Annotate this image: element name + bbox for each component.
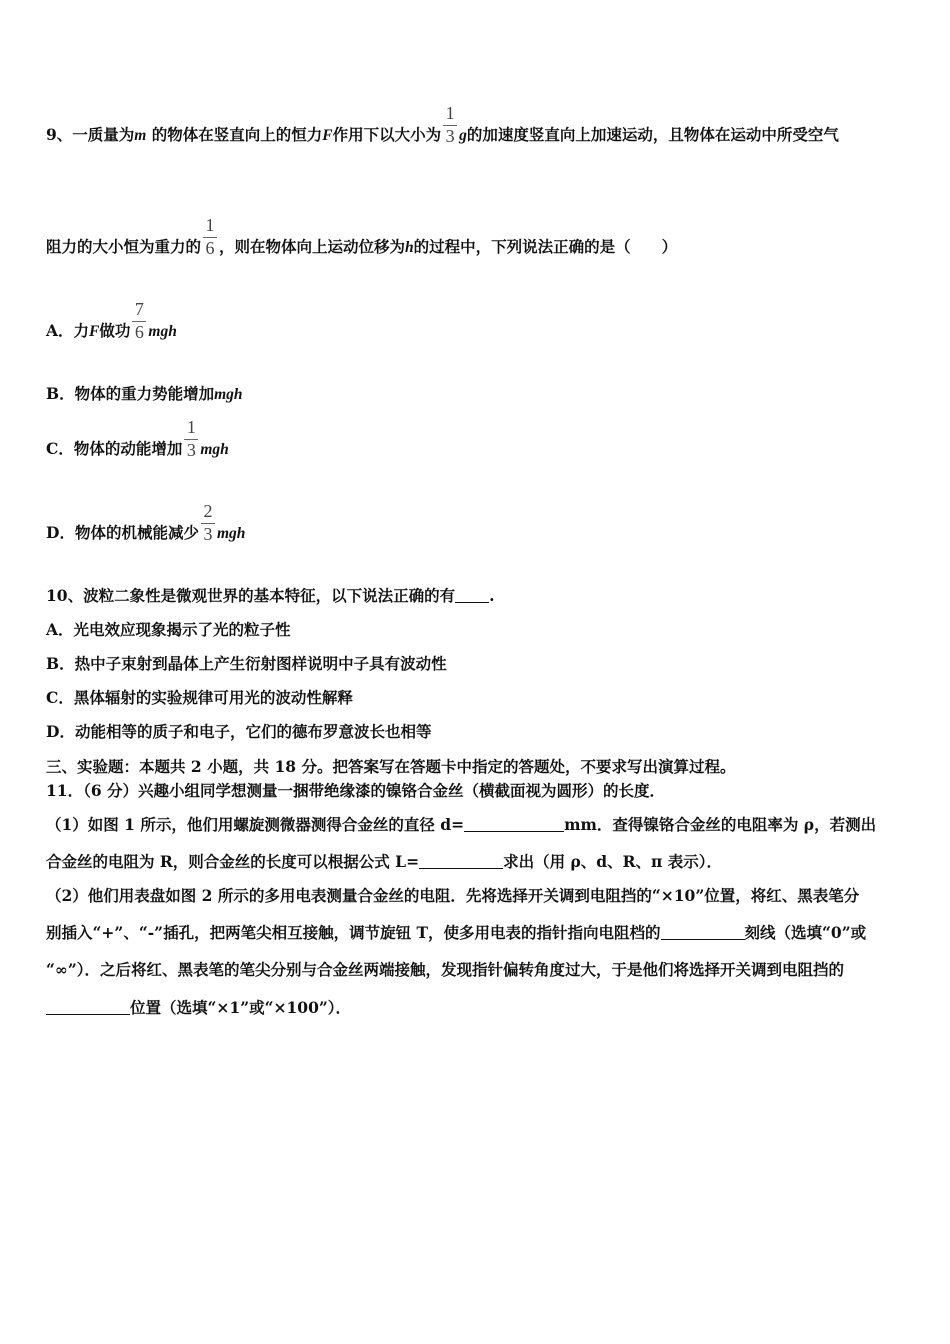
q11-stem: 11．（6 分）兴趣小组同学想测量一捆带绝缘漆的镍铬合金丝（横截面视为圆形）的长度． [46,781,666,800]
answer-blank [464,817,564,832]
q9-stem-line2 [46,216,677,260]
q11-part2-line3: “∞”）．之后将红、黑表笔的笔尖分别与合金丝两端接触，发现指针偏转角度过大，于是他们将选择开关调到电阻挡的 [46,960,844,979]
text: C．物体的动能增加 [46,439,183,458]
q11-part1-line2 [46,850,722,872]
frac-num: 1 [186,417,196,437]
var-F: F [89,323,100,340]
frac-den: 3 [203,524,213,544]
text: 做功 [99,321,131,340]
q9-option-b [46,382,243,404]
text: 位置（选填“×1”或“×100”）． [130,998,352,1017]
text: 刻线（选填“0”或 [744,923,867,942]
frac-den: 3 [445,126,455,146]
q11-part2-line2 [46,921,866,943]
q10-option-d: D．动能相等的质子和电子，它们的德布罗意波长也相等 [46,722,432,741]
text: 的过程中，下列说法正确的是（ ） [413,237,678,256]
answer-blank [661,925,745,940]
frac-num: 1 [445,103,455,123]
section-heading: 三、实验题：本题共 2 小题，共 18 分。把答案写在答题卡中指定的答题处，不要求写出演算过程。 [46,757,736,776]
q11-part1-line1 [46,813,876,835]
q10-option-a: A．光电效应现象揭示了光的粒子性 [46,620,291,639]
q9-option-c [46,418,229,462]
text: mm．查得镍铬合金丝的电阻率为 ρ，若测出 [564,815,877,834]
fraction-1-6 [203,216,217,260]
var-mgh: mgh [216,525,246,542]
fraction-2-3 [201,502,215,546]
var-m: m [134,127,147,144]
text: 合金丝的电阻为 R，则合金丝的长度可以根据公式 L= [46,852,420,871]
text: 10、波粒二象性是微观世界的基本特征，以下说法正确的有 [46,586,456,605]
text: ，则在物体向上运动位移为 [219,237,406,256]
text: A．力 [46,321,90,340]
text: 的加速度竖直向上加速运动，且物体在运动中所受空气 [466,125,839,144]
fraction-1-3 [184,418,198,462]
var-mgh: mgh [214,386,243,403]
var-mgh: mgh [148,323,177,340]
q9-stem-line1 [46,104,839,148]
fraction-1-3 [443,104,457,148]
text: B．物体的重力势能增加 [46,384,215,403]
answer-blank [46,1000,130,1015]
q10-option-b: B．热中子束射到晶体上产生衍射图样说明中子具有波动性 [46,654,447,673]
frac-den: 6 [205,238,215,258]
answer-blank [455,588,489,603]
text: 阻力的大小恒为重力的 [46,237,202,256]
text: 求出（用 ρ、d、R、π 表示）． [503,852,722,871]
text: . [489,586,495,605]
var-h: h [405,239,414,256]
frac-num: 1 [205,215,215,235]
q10-stem [46,584,494,606]
frac-den: 6 [134,322,144,342]
var-F: F [322,127,333,144]
text: 9、一质量为 [46,125,135,144]
answer-blank [419,854,503,869]
q9-option-a [46,300,177,344]
var-g: g [459,127,467,144]
frac-num: 7 [134,299,144,319]
text: D．物体的机械能减少 [46,523,199,542]
frac-den: 3 [186,440,196,460]
text: 的物体在竖直向上的恒力 [146,125,323,144]
q11-part2-line4 [46,996,351,1018]
q10-option-c: C．黑体辐射的实验规律可用光的波动性解释 [46,688,353,707]
text: （1）如图 1 所示，他们用螺旋测微器测得合金丝的直径 d= [46,815,465,834]
text: 别插入“+”、“-”插孔，把两笔尖相互接触，调节旋钮 T，使多用电表的指针指向电阻档的 [46,923,661,942]
frac-num: 2 [203,501,213,521]
q9-option-d [46,502,245,546]
text: 作用下以大小为 [332,125,442,144]
var-mgh: mgh [200,441,229,458]
fraction-7-6 [132,300,146,344]
q11-part2-line1: （2）他们用表盘如图 2 所示的多用电表测量合金丝的电阻．先将选择开关调到电阻挡的“×10”位置，将红、黑表笔分 [46,886,860,905]
